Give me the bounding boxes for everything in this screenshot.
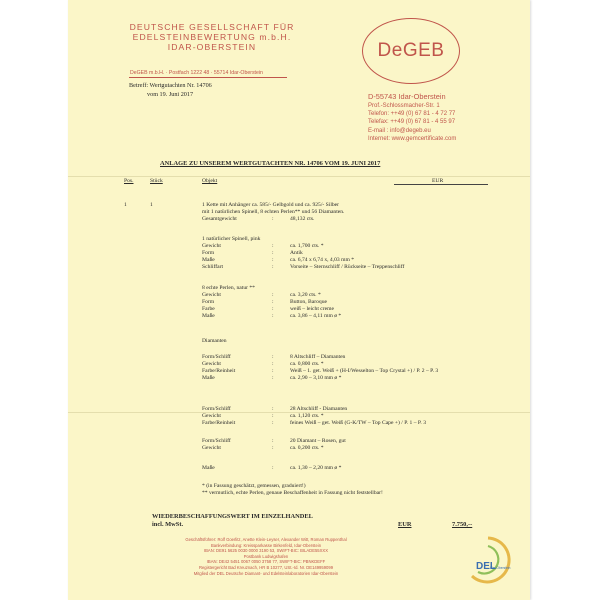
col-pos: Pos. [124, 178, 134, 184]
company-name-line3: IDAR-OBERSTEIN [167, 42, 257, 52]
degeb-logo: DeGEB [362, 18, 460, 84]
spinell-colons: : : : : [272, 243, 274, 270]
perlen-values: ca. 3,20 cts. * Button, Baroque weiß – leicht creme ca. 3,86 – 4,11 mm ø * [290, 292, 342, 319]
diamanten-title: Diamanten [202, 338, 227, 344]
footer-line: Postbank Ludwigshafen [243, 553, 289, 559]
diam2-colons: : : : [272, 406, 274, 426]
col-eur: EUR [432, 178, 444, 184]
address-box [368, 92, 456, 143]
total-label [152, 513, 313, 529]
note-pearls: ** vermutlich, echte Perlen, genaue Beschaffenheit in Fassung nicht feststellbar! [202, 490, 383, 496]
diam1-values: 8 Altschliff – Diamanten ca. 0,800 cts. * Weiß – 1. get. Weiß + (H-I/Wesselton – Top Crystal +) / P. 2 – P. 3 ca. 2,90 – 3,10 mm ø * [290, 354, 439, 381]
footer-line: IBAN: DE91 5625 0030 0000 3190 53, SWIFT-BIC: BILADE55XXX [203, 548, 329, 554]
total-label-line2: incl. MwSt. [152, 521, 184, 528]
diam3-masse-colon: : [272, 465, 274, 471]
perlen-title: 8 echte Perlen, natur ** [202, 285, 255, 291]
spinell-title: 1 natürlicher Spinell, pink [202, 236, 261, 242]
item-gesamt-label: Gesamtgewicht [202, 216, 237, 222]
diam1-labels: Form/Schliff Gewicht Farbe/Reinheit Maße [202, 354, 236, 381]
company-name-line1: DEUTSCHE GESELLSCHAFT FÜR [129, 22, 295, 32]
company-name-line2: EDELSTEINBEWERTUNG m.b.H. [132, 32, 292, 42]
total-currency: EUR [398, 521, 412, 528]
spinell-values: ca. 1,700 cts. * Antik ca. 6,74 x 6,74 x, 4,03 mm * Vorseite – Sternschliff / Rückseite – Treppenschliff [290, 243, 405, 270]
note-estimated: * (in Fassung geschätzt, gemessen, graduiert!) [202, 483, 306, 489]
footer-line: Registergericht Bad Kreuznach, HR B 10277, USt.-Id. Nr. DE149959099 [198, 564, 334, 570]
diam3-masse-label: Maße [202, 465, 215, 471]
sender-divider [129, 77, 287, 78]
item-stueck: 1 [150, 202, 153, 208]
reference-block [129, 82, 212, 99]
col-stueck: Stück [150, 178, 163, 184]
perlen-labels: Gewicht Form Farbe Maße [202, 292, 221, 319]
del-logo-text: DEL [476, 561, 496, 572]
diam3-colons: : : [272, 438, 274, 451]
address-street: Prof.-Schlossmacher-Str. 1 [368, 103, 440, 109]
spinell-labels: Gewicht Form Maße Schliffart [202, 243, 224, 270]
letterhead-company [112, 22, 312, 52]
diam2-labels: Form/Schliff Gewicht Farbe/Reinheit [202, 406, 236, 426]
address-internet: Internet: www.gemcertificate.com [368, 135, 457, 142]
col-objekt: Objekt [202, 178, 218, 184]
fold-line [68, 176, 530, 177]
item-desc1: 1 Kette mit Anhänger ca. 585/- Gelbgold und ca. 925/- Silber [202, 202, 340, 208]
document-page [68, 0, 530, 600]
address-telefax: Telefax: ++49 (0) 67 81 - 4 55 97 [368, 119, 456, 126]
footer-block [96, 537, 436, 576]
item-pos: 1 [124, 202, 127, 208]
item-colon: : [272, 216, 274, 222]
footer-line: Geschäftsführer: Rolf Goerlitz, Anette Klein-Leyser, Alexander Witt, Roman Ruppenthal [185, 537, 347, 542]
item-gesamt-value: 48,132 cts. [290, 216, 315, 222]
footer-line: IBAN: DE42 5451 0067 0050 3758 77, SWIFT-BIC: PBNKDEFF [206, 559, 326, 565]
diam1-colons: : : : : [272, 354, 274, 381]
footer-line: Bankverbindung: Kreissparkasse Birkenfeld, Idar-Oberstein [210, 542, 322, 548]
address-telefon: Telefon: ++49 (0) 67 81 - 4 72 77 [368, 111, 456, 118]
diam3-labels: Form/Schliff Gewicht [202, 438, 231, 451]
del-logo-sub: Idar-Oberstein [490, 566, 511, 570]
annex-heading: ANLAGE ZU UNSEREM WERTGUTACHTEN NR. 14706 VOM 19. JUNI 2017 [160, 160, 381, 167]
diam3-values: 20 Diamant – Rosen, gut ca. 0,200 cts. * [290, 438, 346, 451]
diam2-values: 28 Altschliff - Diamanten ca. 1,120 cts. * feines Weiß – get. Weiß (G-K/TW – Top Cape +) / P. 1 – P. 3 [290, 406, 426, 426]
address-city: D-55743 Idar-Oberstein [368, 92, 446, 101]
footer-line: Mitglied der DEL Deutsche Diamant- und Edelsteinlaboratorien Idar-Oberstein [193, 570, 339, 576]
reference-date: vom 19. Juni 2017 [147, 90, 194, 98]
total-label-line1: WIEDERBESCHAFFUNGSWERT IM EINZELHANDEL [152, 513, 313, 520]
betreff: Betreff: Wertgutachten Nr. 14706 [129, 82, 212, 89]
diam3-masse-value: ca. 1,30 – 2,20 mm ø * [290, 465, 342, 471]
total-amount: 7.750,-- [452, 521, 473, 528]
address-email: E-mail : info@degeb.eu [368, 127, 431, 134]
sender-line: DeGEB m.b.H. · Postfach 1222 48 · 55714 Idar-Oberstein [130, 70, 263, 76]
del-logo-arc [472, 538, 509, 582]
perlen-colons: : : : : [272, 292, 274, 319]
del-logo [460, 532, 516, 588]
item-desc2: mit 1 natürlichen Spinell, 8 echten Perlen** und 56 Diamanten. [202, 209, 345, 215]
